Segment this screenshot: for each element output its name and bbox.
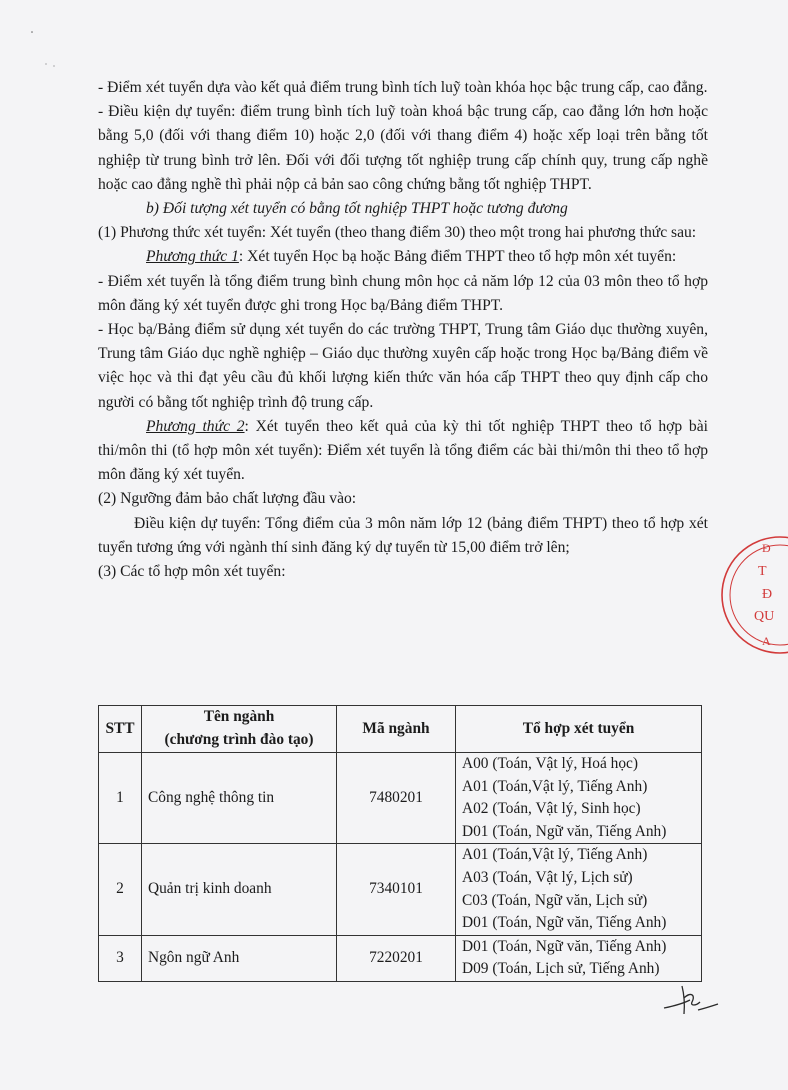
phuong-thuc-1-label: Phương thức 1 — [146, 248, 239, 266]
combo-item: A01 (Toán,Vật lý, Tiếng Anh) — [462, 777, 648, 795]
para-phuong-thuc: (1) Phương thức xét tuyển: Xét tuyển (theo thang điểm 30) theo một trong hai phương thức sau: — [98, 224, 697, 242]
cell-stt: 1 — [99, 753, 142, 844]
combo-item: D01 (Toán, Ngữ văn, Tiếng Anh) — [462, 914, 667, 932]
phuong-thuc-2-label: Phương thức 2 — [146, 417, 245, 435]
combo-item: C03 (Toán, Ngữ văn, Lịch sử) — [462, 891, 648, 909]
section-heading-b: b) Đối tượng xét tuyển có bằng tốt nghiệp THPT hoặc tương đương — [146, 200, 568, 218]
header-ten-nganh — [142, 706, 337, 753]
cell-to-hop — [456, 844, 702, 935]
red-seal-stamp — [718, 520, 788, 670]
combo-item: D01 (Toán, Ngữ văn, Tiếng Anh) — [462, 937, 667, 955]
para-diem-xet-tuyen: - Điểm xét tuyển dựa vào kết quả điểm trung bình tích luỹ toàn khóa học bậc trung cấp, cao đẳng. — [98, 79, 708, 96]
table-row — [99, 935, 702, 981]
table-row — [99, 844, 702, 935]
table-row — [99, 753, 702, 844]
stamp-letter: Đ — [762, 541, 771, 555]
combo-item: A01 (Toán,Vật lý, Tiếng Anh) — [462, 846, 648, 864]
header-ten-nganh-line1: Tên ngành — [203, 708, 275, 726]
combo-item: A03 (Toán, Vật lý, Lịch sử) — [462, 868, 633, 886]
combo-item: D01 (Toán, Ngữ văn, Tiếng Anh) — [462, 822, 667, 840]
phuong-thuc-2-text: : Xét tuyển theo kết quả của kỳ thi tốt nghiệp THPT theo tổ hợp bài thi/môn thi (tổ hợp môn xét tuyển): Điểm xét tuyển là tổng điểm các bài thi/môn thi theo tổ hợp môn đăng ký xét tuyển. — [98, 417, 708, 484]
combo-item: D09 (Toán, Lịch sử, Tiếng Anh) — [462, 960, 660, 978]
cell-ma-nganh: 7340101 — [337, 844, 456, 935]
cell-stt: 3 — [99, 935, 142, 981]
para-phuong-thuc-1 — [98, 245, 708, 269]
stamp-letter: A — [762, 634, 771, 648]
header-ten-nganh-line2: (chương trình đào tạo) — [164, 731, 314, 748]
admission-table — [98, 705, 702, 982]
stamp-letter: T — [758, 564, 767, 579]
table-header-row — [99, 706, 702, 753]
header-ma-nganh: Mã ngành — [337, 706, 456, 753]
body-text — [98, 76, 708, 584]
para-dieu-kien: - Điều kiện dự tuyển: điểm trung bình tích luỹ toàn khoá bậc trung cấp, cao đẳng lớn hơn hoặc bằng 5,0 (đối với thang điểm 10) hoặc 2,0 (đối với thang điểm 4) hoặc xếp loại trên bằng tốt nghiệp từ trung bình trở lên. Đối với đối tượng tốt nghiệp trung cấp chính quy, trung cấp nghề hoặc cao đẳng nghề thì phải nộp cả bản sao công chứng bằng tốt nghiệp THPT. — [98, 103, 708, 193]
para-dieu-kien-du-tuyen: Điều kiện dự tuyển: Tổng điểm của 3 môn năm lớp 12 (bảng điểm THPT) theo tổ hợp xét tuyển tương ứng với ngành thí sinh đăng ký dự tuyển từ 15,00 điểm trở lên; — [98, 514, 708, 556]
cell-ma-nganh: 7220201 — [337, 935, 456, 981]
para-nguong: (2) Ngưỡng đảm bảo chất lượng đầu vào: — [98, 490, 357, 508]
header-stt: STT — [99, 706, 142, 753]
para-hoc-ba: - Học bạ/Bảng điểm sử dụng xét tuyển do các trường THPT, Trung tâm Giáo dục thường xuyên, Trung tâm Giáo dục nghề nghiệp – Giáo dục thường xuyên cấp hoặc trong Học bạ/Bảng điểm về việc học và thi đạt yêu cầu đủ khối lượng kiến thức văn hóa cấp THPT theo quy định cấp cho người có bằng tốt nghiệp trình độ trung cấp. — [98, 321, 708, 411]
scan-specks — [28, 28, 68, 73]
cell-ten-nganh: Công nghệ thông tin — [142, 753, 337, 844]
cell-ten-nganh: Ngôn ngữ Anh — [142, 935, 337, 981]
stamp-letter: Đ — [762, 587, 773, 602]
cell-to-hop — [456, 753, 702, 844]
combo-item: A00 (Toán, Vật lý, Hoá học) — [462, 755, 639, 772]
cell-stt: 2 — [99, 844, 142, 935]
para-diem-trung-binh: - Điểm xét tuyển là tổng điểm trung bình chung môn học cả năm lớp 12 của 03 môn theo tổ hợp môn đăng ký xét tuyển được ghi trong Học bạ/Bảng điểm THPT. — [98, 272, 708, 314]
para-to-hop: (3) Các tổ hợp môn xét tuyển: — [98, 563, 286, 581]
combo-item: A02 (Toán, Vật lý, Sinh học) — [462, 800, 641, 818]
cell-ten-nganh: Quản trị kinh doanh — [142, 844, 337, 935]
para-phuong-thuc-2 — [98, 415, 708, 488]
cell-to-hop — [456, 935, 702, 981]
header-to-hop: Tổ hợp xét tuyển — [456, 706, 702, 753]
stamp-letter: QU — [754, 609, 775, 624]
phuong-thuc-1-text: : Xét tuyển Học bạ hoặc Bảng điểm THPT theo tổ hợp môn xét tuyển: — [238, 248, 677, 266]
cell-ma-nganh: 7480201 — [337, 753, 456, 844]
signature-initials — [660, 980, 720, 1025]
